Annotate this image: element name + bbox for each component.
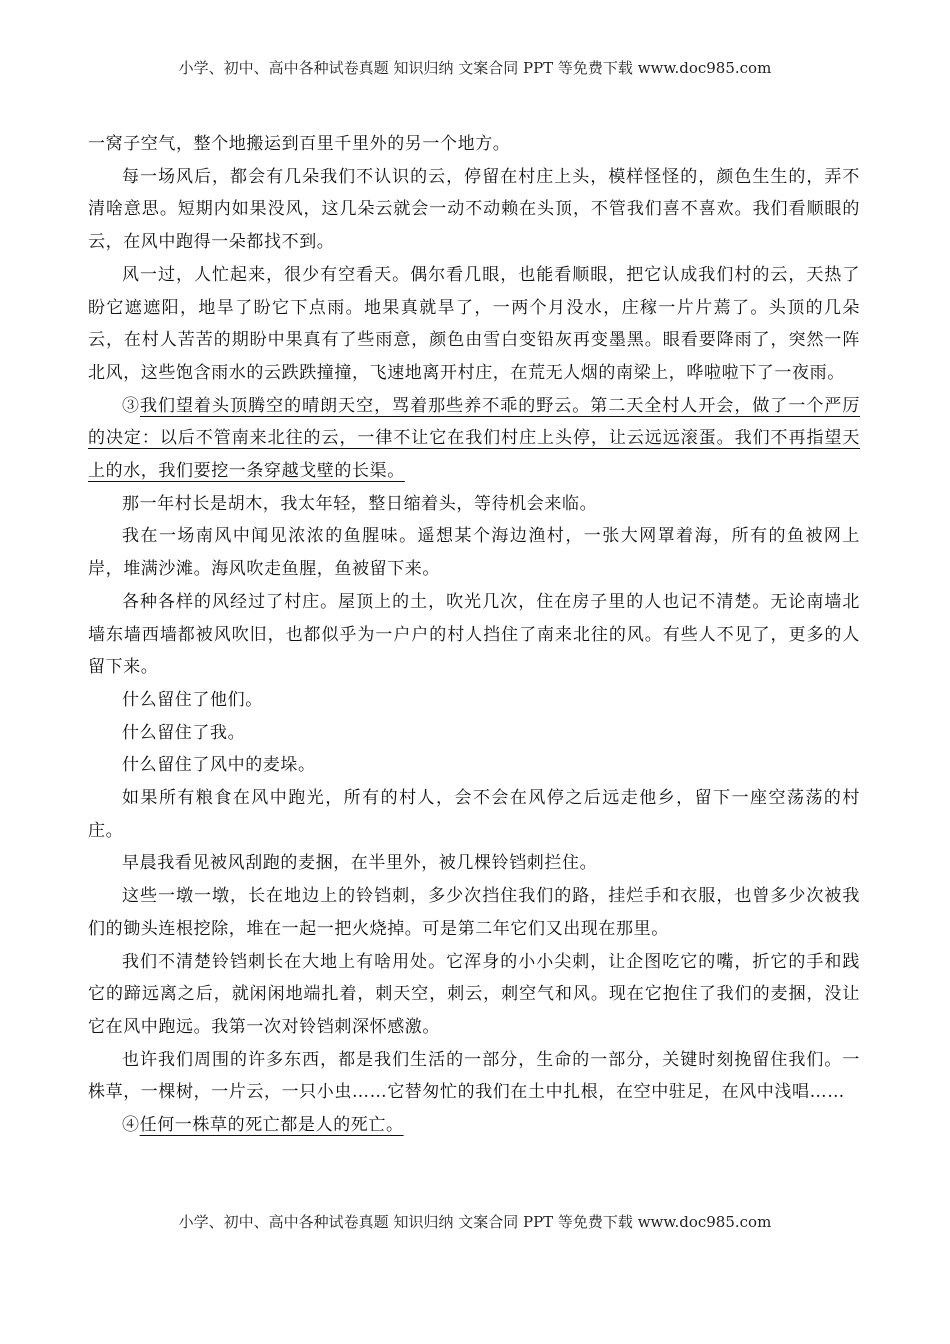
- paragraph: 风一过，人忙起来，很少有空看天。偶尔看几眼，也能看顺眼，把它认成我们村的云，天热了盼它遮遮阳，地旱了盼它下点雨。地果真就旱了，一两个月没水，庄稼一片片蔫了。头顶的几朵云，在村人苦苦的期盼中果真有了些雨意，颜色由雪白变铅灰再变墨黑。眼看要降雨了，突然一阵北风，这些饱含雨水的云跌跌撞撞，飞速地离开村庄，在荒无人烟的南梁上，哗啦啦下了一夜雨。: [88, 264, 860, 383]
- paragraph: 什么留住了我。: [122, 722, 246, 743]
- paragraph: 这些一墩一墩，长在地边上的铃铛刺，多少次挡住我们的路，挂烂手和衣服，也曾多少次被我们的锄头连根挖除，堆在一起一把火烧掉。可是第二年它们又出现在那里。: [88, 886, 860, 939]
- paragraph: 我在一场南风中闻见浓浓的鱼腥味。遥想某个海边渔村，一张大网罩着海，所有的鱼被网上岸，堆满沙滩。海风吹走鱼腥，鱼被留下来。: [88, 526, 860, 580]
- running-footer: 小学、初中、高中各种试卷真题 知识归纳 文案合同 PPT 等免费下载 www.doc985.com: [178, 1213, 772, 1231]
- paragraph-number-marker: ④: [122, 1115, 140, 1136]
- paragraph: 一窝子空气，整个地搬运到百里千里外的另一个地方。: [88, 134, 511, 154]
- paragraph: 各种各样的风经过了村庄。屋顶上的土，吹光几次，住在房子里的人也记不清楚。无论南墙北墙东墙西墙都被风吹旧，也都似乎为一户户的村人挡住了南来北往的风。有些人不见了，更多的人留下来。: [88, 591, 860, 678]
- paragraph: 每一场风后，都会有几朵我们不认识的云，停留在村庄上头，模样怪怪的，颜色生生的，弄不清啥意思。短期内如果没风，这几朵云就会一动不动赖在头顶，不管我们喜不喜欢。我们看顺眼的云，在风中跑得一朵都找不到。: [88, 166, 860, 253]
- paragraph: 如果所有粮食在风中跑光，所有的村人，会不会在风停之后远走他乡，留下一座空荡荡的村庄。: [88, 788, 860, 841]
- paragraph: 我们不清楚铃铛刺长在大地上有啥用处。它浑身的小小尖刺，让企图吃它的嘴，折它的手和践它的蹄远离之后，就闲闲地端扎着，刺天空，刺云，刺空气和风。现在它抱住了我们的麦捆，没让它在风中跑远。我第一次对铃铛刺深怀感激。: [88, 951, 860, 1037]
- paragraph-marked-4: [88, 1109, 860, 1142]
- underlined-sentence: 任何一株草的死亡都是人的死亡。: [139, 1115, 404, 1136]
- paragraph-marked-3: [88, 390, 860, 488]
- paragraph: 那一年村长是胡木，我太年轻，整日缩着头，等待机会来临。: [122, 493, 598, 514]
- article-body: [88, 128, 860, 1142]
- paragraph: 什么留住了他们。: [122, 689, 263, 710]
- running-header: 小学、初中、高中各种试卷真题 知识归纳 文案合同 PPT 等免费下载 www.doc985.com: [178, 59, 772, 77]
- paragraph: 什么留住了风中的麦垛。: [122, 755, 316, 776]
- paragraph: 也许我们周围的许多东西，都是我们生活的一部分，生命的一部分，关键时刻挽留住我们。一株草，一棵树，一片云，一只小虫……它替匆忙的我们在土中扎根，在空中驻足，在风中浅唱……: [88, 1049, 860, 1103]
- paragraph-number-marker: ③: [122, 395, 141, 416]
- underlined-sentence: 我们望着头顶腾空的晴朗天空，骂着那些养不乖的野云。第二天全村人开会，做了一个严厉的决定：以后不管南来北往的云，一律不让它在我们村庄上头停，让云远远滚蛋。我们不再指望天上的水，我们要挖一条穿越戈壁的长渠。: [88, 395, 860, 482]
- paragraph: 早晨我看见被风刮跑的麦捆，在半里外，被几棵铃铛刺拦住。: [122, 853, 598, 874]
